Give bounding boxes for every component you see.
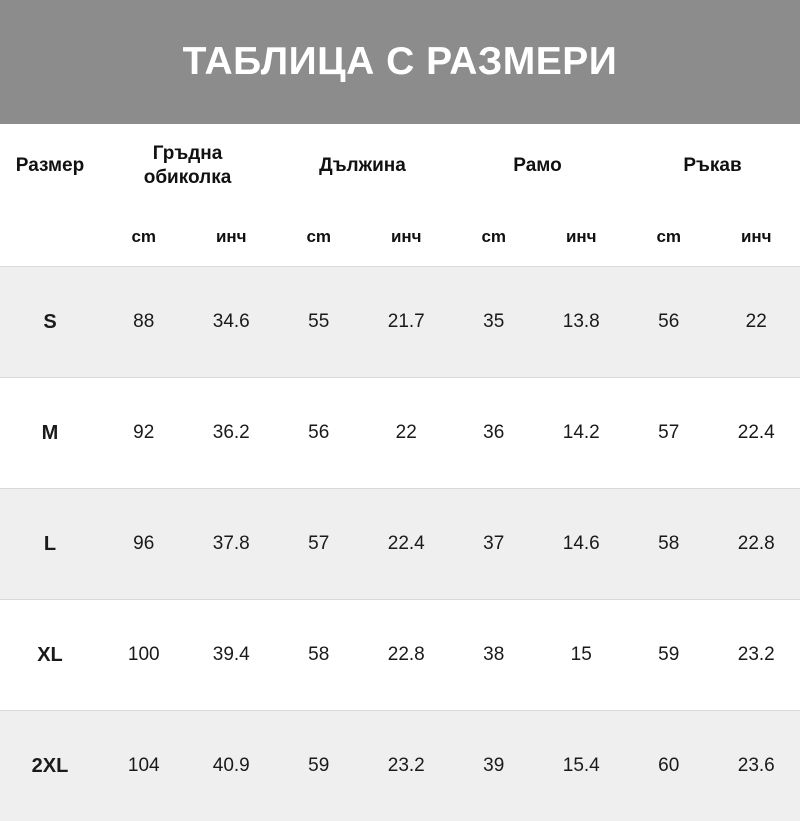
table-row bbox=[0, 489, 800, 599]
cell-sleeve-inch: 22 bbox=[713, 267, 800, 377]
row-size-label: L bbox=[0, 489, 100, 599]
cell-chest-cm: 96 bbox=[100, 489, 188, 599]
cell-chest-cm: 104 bbox=[100, 711, 188, 821]
page-title: ТАБЛИЦА С РАЗМЕРИ bbox=[183, 40, 618, 84]
header-unit-chest-inch: инч bbox=[188, 208, 276, 266]
table-row bbox=[0, 378, 800, 488]
cell-chest-inch: 34.6 bbox=[188, 267, 276, 377]
size-table bbox=[0, 124, 800, 821]
header-group-length: Дължина bbox=[275, 124, 450, 208]
row-size-label: S bbox=[0, 267, 100, 377]
cell-length-inch: 22.4 bbox=[363, 489, 451, 599]
cell-chest-cm: 100 bbox=[100, 600, 188, 710]
header-group-chest-line1: Гръдна bbox=[100, 142, 275, 166]
cell-length-cm: 57 bbox=[275, 489, 363, 599]
cell-length-cm: 59 bbox=[275, 711, 363, 821]
row-size-label: XL bbox=[0, 600, 100, 710]
header-group-sleeve: Ръкав bbox=[625, 124, 800, 208]
header-unit-length-cm: cm bbox=[275, 208, 363, 266]
row-size-label: 2XL bbox=[0, 711, 100, 821]
cell-chest-cm: 88 bbox=[100, 267, 188, 377]
cell-shoulder-inch: 14.6 bbox=[538, 489, 626, 599]
cell-chest-inch: 39.4 bbox=[188, 600, 276, 710]
cell-shoulder-inch: 15 bbox=[538, 600, 626, 710]
header-row-units bbox=[0, 208, 800, 266]
cell-length-inch: 22.8 bbox=[363, 600, 451, 710]
row-size-label: M bbox=[0, 378, 100, 488]
cell-shoulder-cm: 39 bbox=[450, 711, 538, 821]
title-bar bbox=[0, 0, 800, 124]
cell-sleeve-cm: 57 bbox=[625, 378, 713, 488]
cell-sleeve-inch: 23.6 bbox=[713, 711, 800, 821]
header-group-shoulder: Рамо bbox=[450, 124, 625, 208]
header-unit-shoulder-inch: инч bbox=[538, 208, 626, 266]
cell-shoulder-inch: 13.8 bbox=[538, 267, 626, 377]
cell-chest-inch: 37.8 bbox=[188, 489, 276, 599]
cell-sleeve-cm: 56 bbox=[625, 267, 713, 377]
cell-shoulder-cm: 35 bbox=[450, 267, 538, 377]
table-row bbox=[0, 711, 800, 821]
header-unit-chest-cm: cm bbox=[100, 208, 188, 266]
cell-sleeve-cm: 58 bbox=[625, 489, 713, 599]
cell-length-inch: 21.7 bbox=[363, 267, 451, 377]
cell-shoulder-cm: 36 bbox=[450, 378, 538, 488]
cell-length-cm: 58 bbox=[275, 600, 363, 710]
header-unit-sleeve-inch: инч bbox=[713, 208, 800, 266]
cell-chest-inch: 36.2 bbox=[188, 378, 276, 488]
cell-sleeve-cm: 59 bbox=[625, 600, 713, 710]
cell-length-inch: 23.2 bbox=[363, 711, 451, 821]
cell-shoulder-cm: 38 bbox=[450, 600, 538, 710]
header-size-label: Размер bbox=[0, 124, 100, 208]
table-row bbox=[0, 267, 800, 377]
cell-shoulder-cm: 37 bbox=[450, 489, 538, 599]
cell-shoulder-inch: 15.4 bbox=[538, 711, 626, 821]
header-group-chest bbox=[100, 124, 275, 208]
cell-sleeve-inch: 23.2 bbox=[713, 600, 800, 710]
cell-sleeve-inch: 22.4 bbox=[713, 378, 800, 488]
cell-shoulder-inch: 14.2 bbox=[538, 378, 626, 488]
header-unit-length-inch: инч bbox=[363, 208, 451, 266]
cell-chest-cm: 92 bbox=[100, 378, 188, 488]
header-unit-sleeve-cm: cm bbox=[625, 208, 713, 266]
header-unit-shoulder-cm: cm bbox=[450, 208, 538, 266]
cell-length-cm: 55 bbox=[275, 267, 363, 377]
cell-sleeve-cm: 60 bbox=[625, 711, 713, 821]
cell-length-inch: 22 bbox=[363, 378, 451, 488]
cell-chest-inch: 40.9 bbox=[188, 711, 276, 821]
table-row bbox=[0, 600, 800, 710]
header-row-measures bbox=[0, 124, 800, 208]
cell-sleeve-inch: 22.8 bbox=[713, 489, 800, 599]
header-units-spacer bbox=[0, 208, 100, 266]
cell-length-cm: 56 bbox=[275, 378, 363, 488]
header-group-chest-line2: обиколка bbox=[100, 166, 275, 190]
